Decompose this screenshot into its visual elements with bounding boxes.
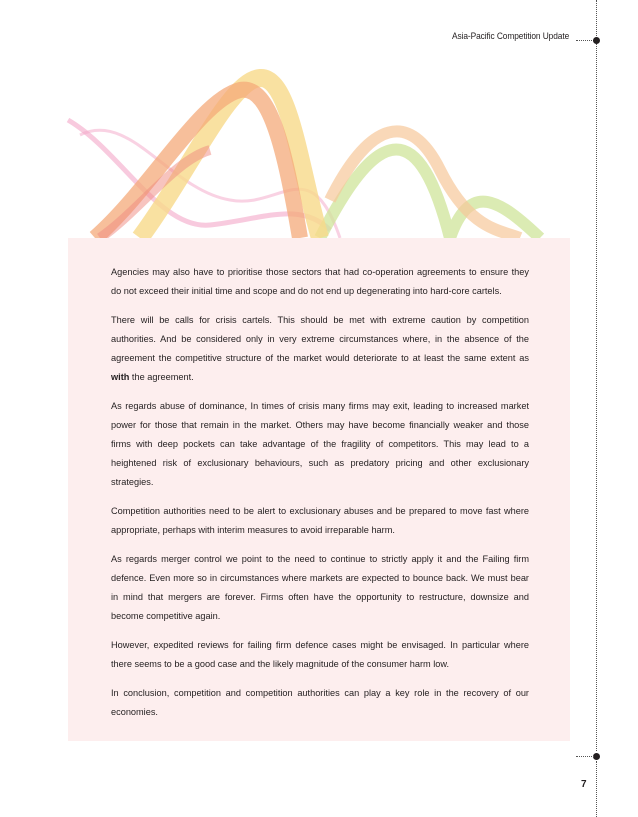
page-number: 7 <box>581 779 587 790</box>
rule-dot-bottom <box>593 753 600 760</box>
emphasis: with <box>111 372 130 382</box>
footer-dotted-rule <box>576 756 594 757</box>
margin-rule <box>596 44 597 751</box>
paragraph: Agencies may also have to prioritise those sectors that had co-operation agreements to ensure they do not exceed their initial time and scope and do not end up degenerating into hard-core cartels. <box>111 267 529 296</box>
running-header: Asia-Pacific Competition Update <box>451 31 569 42</box>
rule-dot-top <box>593 37 600 44</box>
paragraph: In conclusion, competition and competition authorities can play a key role in the recovery of our economies. <box>111 688 529 717</box>
paragraph: However, expedited reviews for failing firm defence cases might be envisaged. In particular where there seems to be a good case and the likely magnitude of the consumer harm low. <box>111 640 529 669</box>
paragraph: As regards abuse of dominance, In times of crisis many firms may exit, leading to increased market power for those that remain in the market. Others may have become financially weaker and those firms with deep pockets can take advantage of the fragility of competitors. This may lead to a heightened risk of exclusionary behaviours, such as predatory pricing and other exclusionary strategies. <box>111 401 529 487</box>
paragraph: There will be calls for crisis cartels. This should be met with extreme caution by competition authorities. And be considered only in very extreme circumstances where, in the absence of the agreement the competitive structure of the market would deteriorate to at least the same extent as with the agreement. <box>111 315 529 382</box>
paragraph: Competition authorities need to be alert to exclusionary abuses and be prepared to move fast where appropriate, perhaps with interim measures to avoid irreparable harm. <box>111 506 529 535</box>
header-dotted-rule <box>576 40 594 41</box>
paragraph: As regards merger control we point to the need to continue to strictly apply it and the Failing firm defence. Even more so in circumstances where markets are expected to bounce back. We must bear in mind that mergers are forever. Firms often have the opportunity to restructure, downsize and become competitive again. <box>111 554 529 621</box>
body-text <box>111 263 529 732</box>
margin-rule-bottom <box>596 761 597 817</box>
margin-rule-top <box>596 0 597 38</box>
